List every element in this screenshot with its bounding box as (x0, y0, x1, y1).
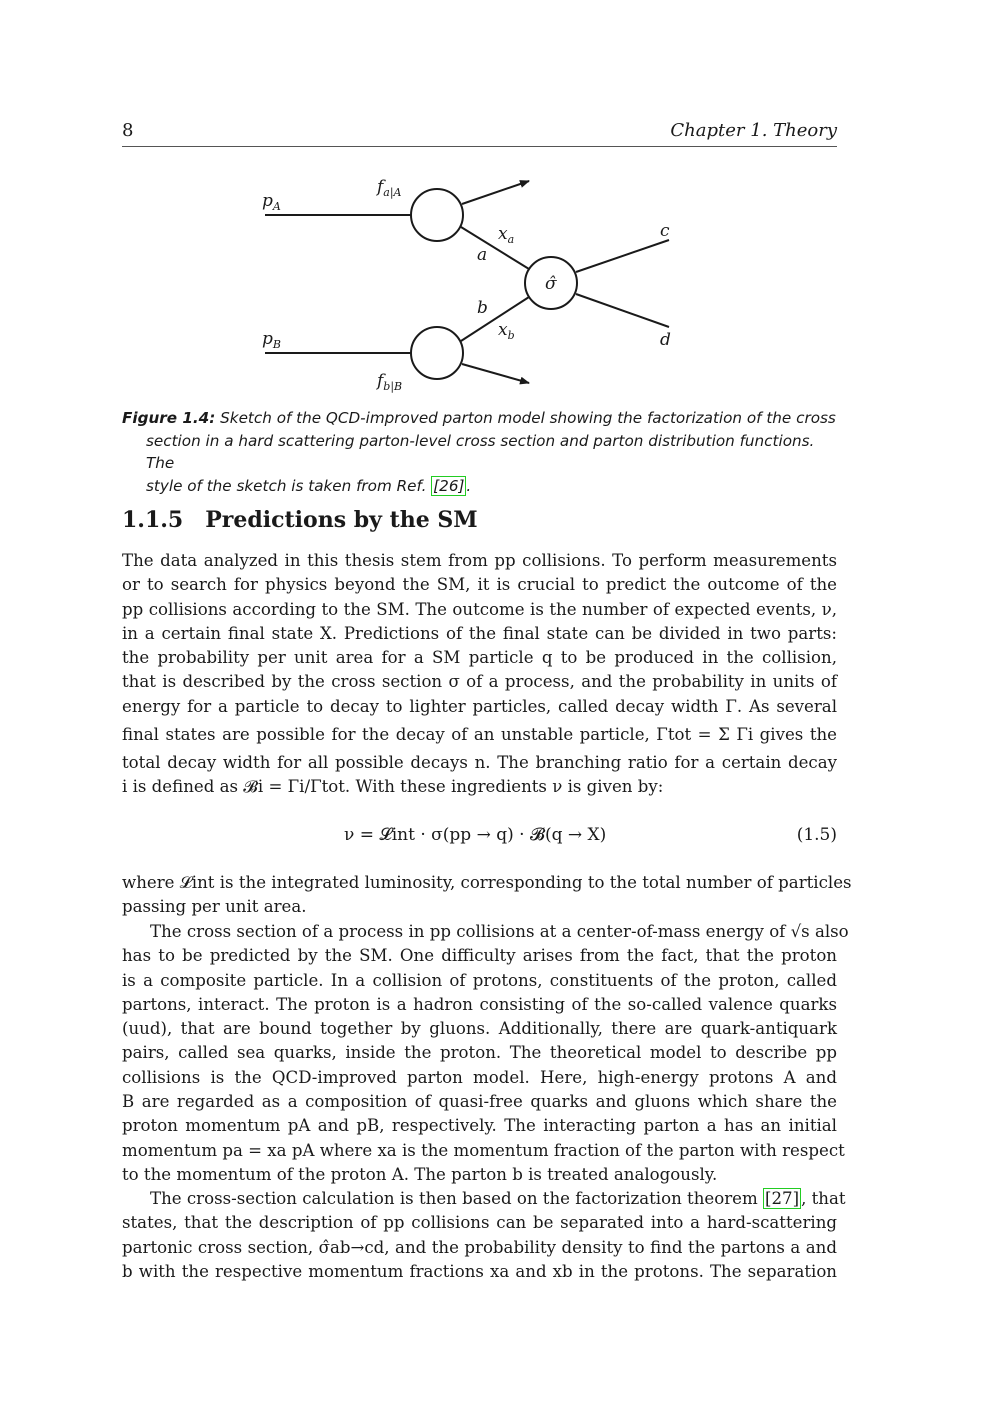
text-line: total decay width for all possible decays n. The branching ratio for a certain decay (122, 753, 837, 773)
pdf-b-blob (411, 327, 463, 379)
text-line: passing per unit area. (122, 897, 307, 917)
figure-caption (122, 407, 840, 497)
text-line: (uud), that are bound together by gluons. Additionally, there are quark-antiquark (122, 1019, 837, 1039)
text-line: is a composite particle. In a collision of protons, constituents of the proton, called (122, 970, 837, 990)
outgoing-c-line (576, 240, 669, 272)
chapter-title: Chapter 1. Theory (670, 120, 837, 141)
text-line: where 𝓛int is the integrated luminosity, corresponding to the total number of particles (122, 873, 852, 892)
text-line: to the momentum of the proton A. The parton b is treated analogously. (122, 1164, 718, 1184)
paragraph-4 (122, 1187, 846, 1284)
pdf-a-blob (411, 189, 463, 241)
equation-1-5 (122, 825, 837, 853)
parton-b-line (461, 297, 529, 341)
text-line: in a certain final state X. Predictions of the final state can be divided in two parts: (122, 623, 837, 643)
label-fbB: $f_{b|B}$ (377, 371, 403, 393)
page-number: 8 (122, 120, 134, 141)
label-sigma-hat: σ̂ (545, 274, 557, 294)
label-pA: $p_A$ (262, 191, 281, 213)
outgoing-d-line (576, 294, 669, 327)
text-line: proton momentum pA and pB, respectively. The interacting parton a has an initial (122, 1116, 837, 1136)
label-a: a (477, 245, 488, 265)
remnant-b-arrow (462, 364, 529, 383)
label-pB: $p_B$ (262, 329, 281, 351)
paragraph-2 (122, 871, 852, 920)
label-xb: $x_b$ (498, 320, 515, 342)
label-faA: $f_{a|A}$ (377, 177, 402, 199)
parton-a-line (461, 227, 529, 269)
caption-line: section in a hard scattering parton-level cross section and parton distribution functions. The (146, 431, 815, 472)
section-heading (122, 507, 478, 533)
label-c: c (660, 221, 670, 241)
text-line: partons, interact. The proton is a hadron consisting of the so-called valence quarks (122, 994, 837, 1014)
caption-line: Figure 1.4: Sketch of the QCD-improved parton model showing the factorization of the cross (122, 409, 836, 427)
label-d: d (660, 330, 671, 350)
text-line: or to search for physics beyond the SM, it is crucial to predict the outcome of the (122, 575, 837, 595)
text-line: the probability per unit area for a SM particle q to be produced in the collision, (122, 648, 837, 668)
paragraph-3 (122, 920, 849, 1187)
text-line: b with the respective momentum fractions xa and xb in the protons. The separation (122, 1261, 837, 1281)
label-b: b (477, 298, 488, 318)
text-line: energy for a particle to decay to lighter particles, called decay width Γ. As several (122, 696, 837, 716)
text-line: collisions is the QCD-improved parton model. Here, high-energy protons A and (122, 1067, 837, 1087)
caption-line: style of the sketch is taken from Ref. [26] . (146, 476, 472, 495)
paragraph-1 (122, 549, 837, 800)
equation-body: ν = 𝓛int · σ(pp → q) · 𝓑(q → X) (344, 825, 607, 845)
text-line: The cross section of a process in pp collisions at a center-of-mass energy of √s also (150, 922, 849, 941)
text-line: The data analyzed in this thesis stem from pp collisions. To perform measurements (122, 551, 837, 570)
label-xa: $x_a$ (498, 224, 515, 246)
text-line: pairs, called sea quarks, inside the proton. The theoretical model to describe pp (122, 1043, 837, 1063)
text-line: partonic cross section, σ̂ab→cd, and the probability density to find the partons a and (122, 1237, 837, 1257)
figure-label: Figure 1.4: (122, 409, 216, 427)
section-title: Predictions by the SM (205, 507, 478, 533)
text-line: i is defined as 𝓑i = Γi/Γtot. With these ingredients ν is given by: (122, 777, 664, 797)
text-line: pp collisions according to the SM. The outcome is the number of expected events, ν, (122, 599, 837, 619)
citation-link[interactable]: [26] (433, 476, 465, 495)
text-line: has to be predicted by the SM. One difficulty arises from the fact, that the proton (122, 946, 837, 966)
section-number: 1.1.5 (122, 507, 184, 533)
text-line: momentum pa = xa pA where xa is the momentum fraction of the parton with respect (122, 1140, 845, 1160)
citation-link[interactable]: [27] (764, 1189, 800, 1208)
text-line: states, that the description of pp collisions can be separated into a hard-scattering (122, 1213, 837, 1233)
text-line: B are regarded as a composition of quasi-free quarks and gluons which share the (122, 1092, 837, 1112)
text-line: that is described by the cross section σ of a process, and the probability in units of (122, 672, 837, 692)
parton-model-diagram (0, 0, 1000, 400)
text-line: The cross-section calculation is then based on the factorization theorem [27] , that (150, 1189, 846, 1208)
text-line: final states are possible for the decay of an unstable particle, Γtot = Σ Γi gives the (122, 725, 837, 745)
equation-number: (1.5) (796, 825, 837, 845)
remnant-a-arrow (462, 181, 529, 204)
